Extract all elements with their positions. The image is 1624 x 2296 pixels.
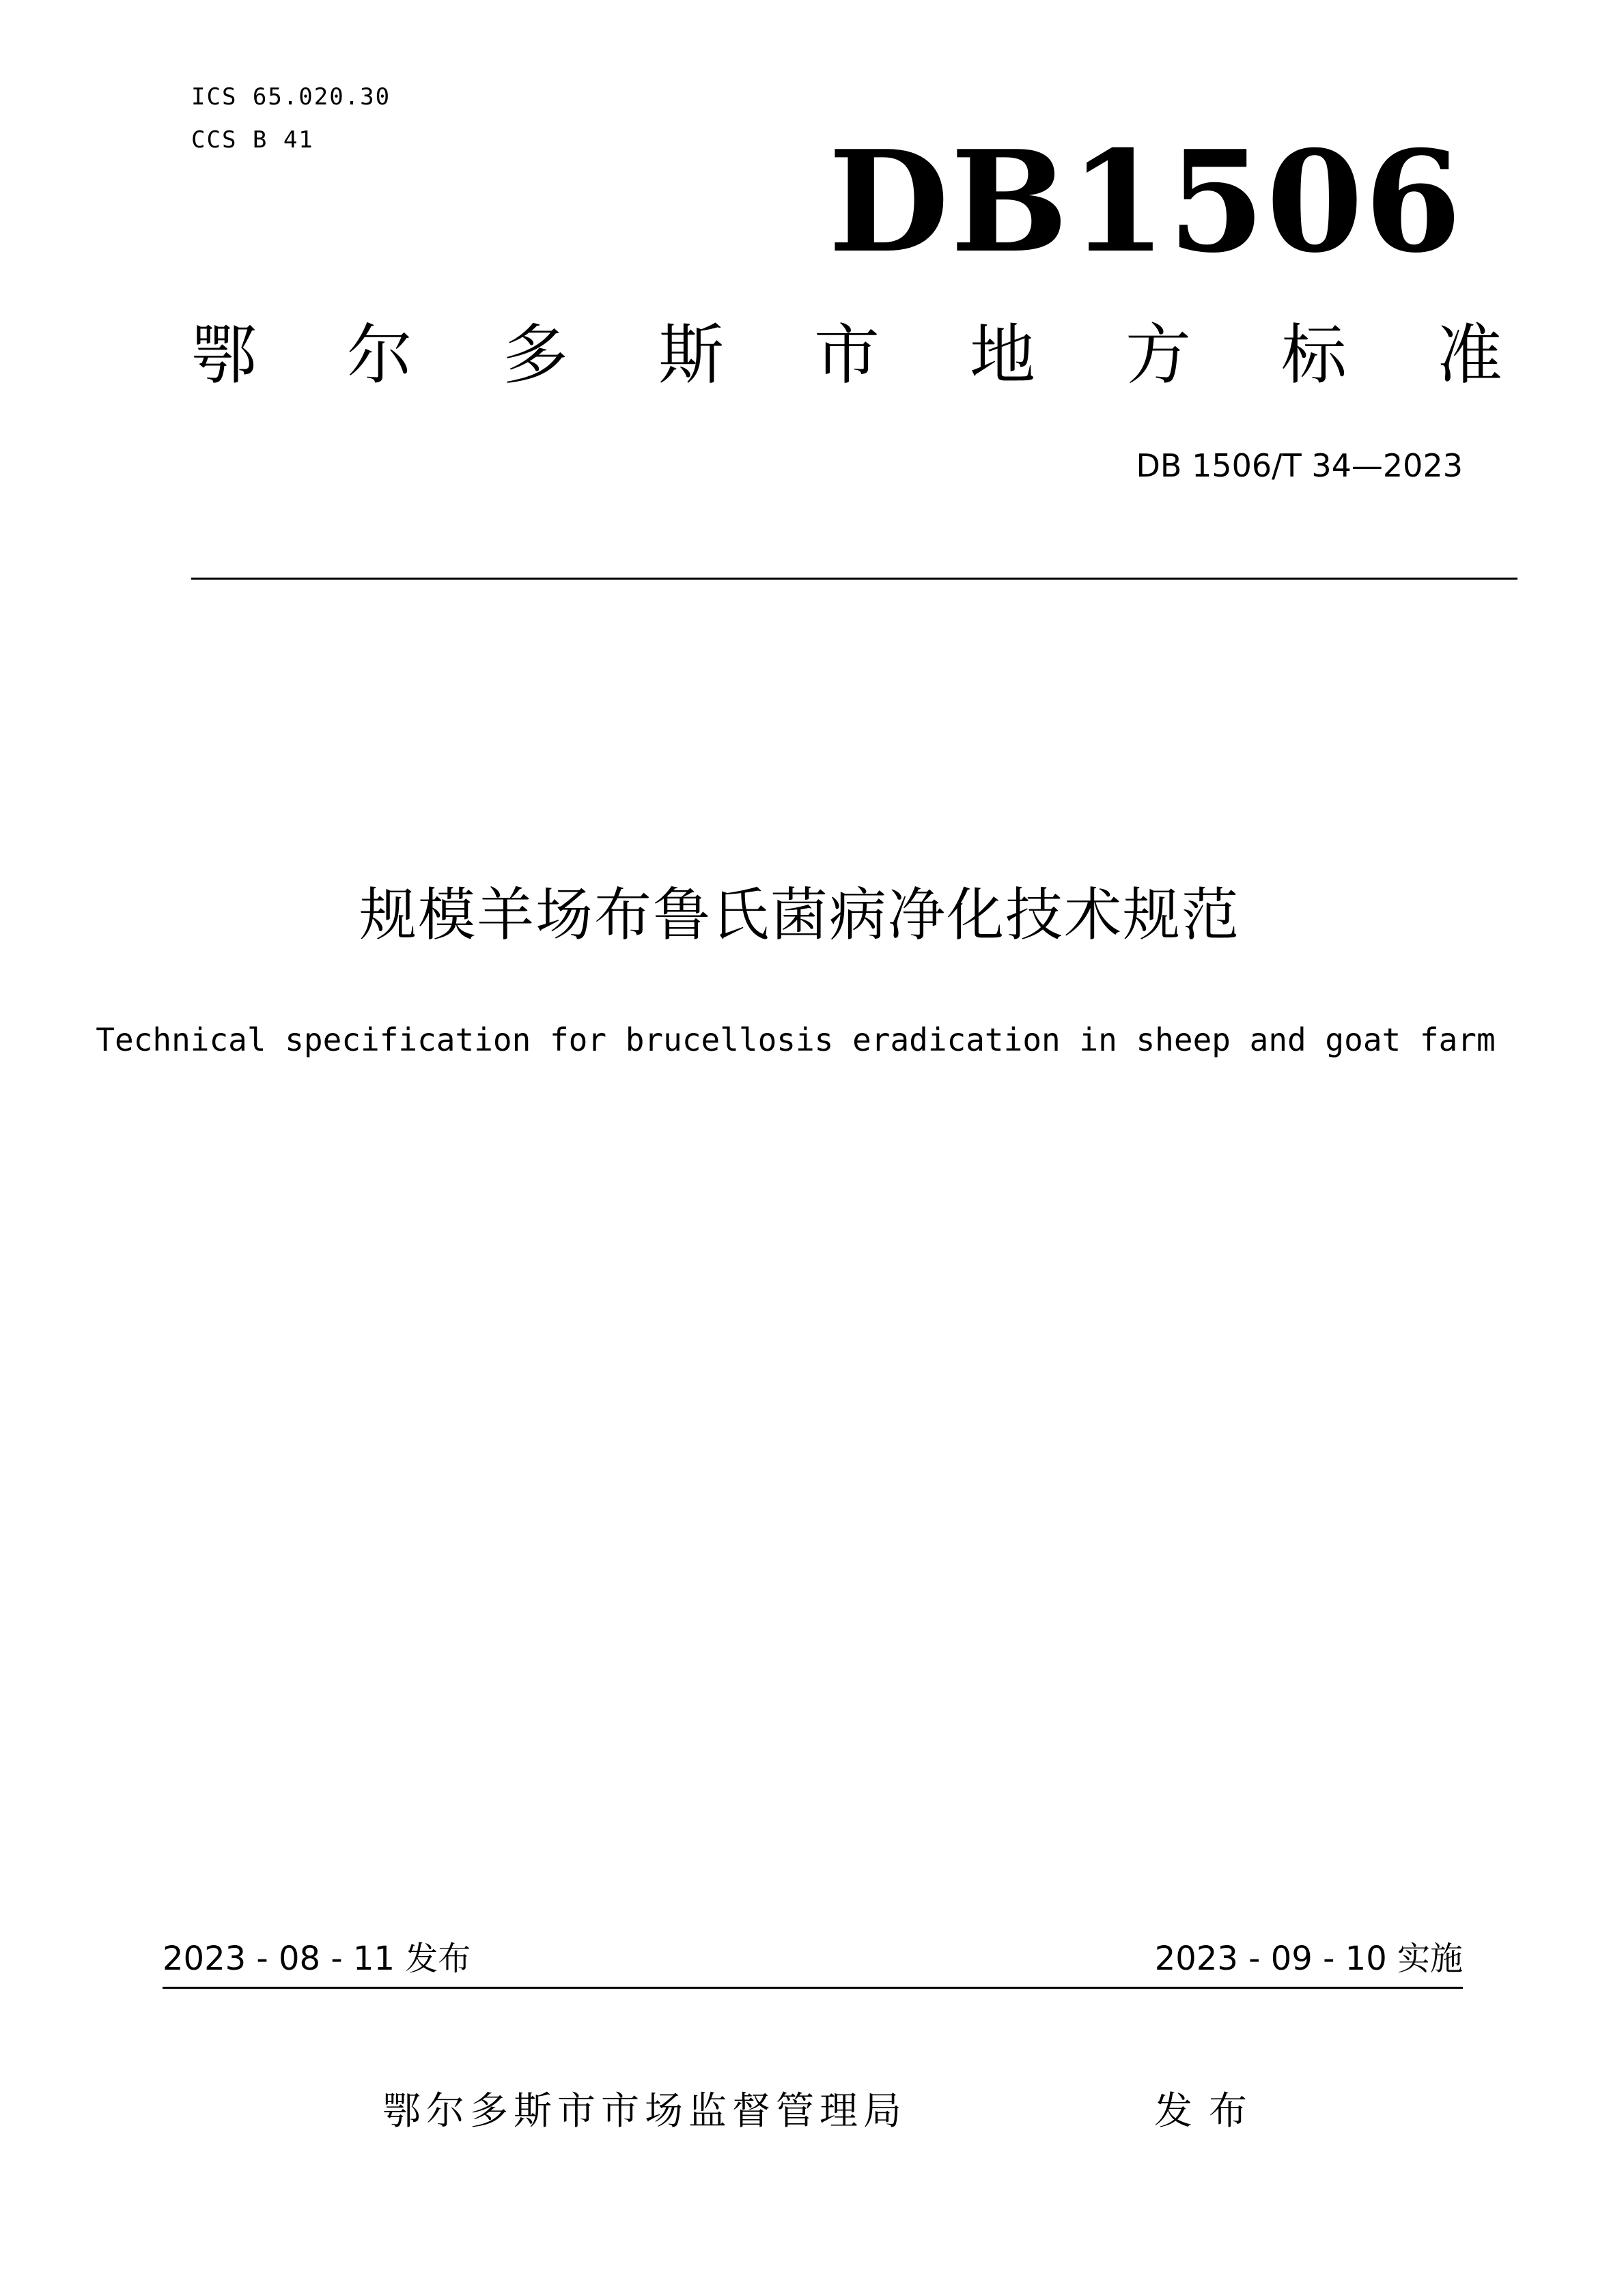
implementation-date: 2023 - 09 - 10 实施 — [1154, 1940, 1463, 1978]
title-english — [0, 1021, 1624, 1058]
document-code-large: DB1506 — [828, 120, 1463, 284]
standard-type-char: 鄂 — [191, 317, 257, 393]
title-chinese-text: 规模羊场布鲁氏菌病净化技术规范 — [359, 881, 1240, 948]
issue-date: 2023 - 08 - 11 发布 — [163, 1940, 471, 1978]
standard-type-char: 准 — [1437, 317, 1502, 393]
standard-type-char: 尔 — [347, 317, 412, 393]
standard-type-char: 地 — [970, 317, 1035, 393]
standard-type-title — [191, 317, 1502, 393]
header-divider — [191, 578, 1517, 580]
issuing-authority: 鄂尔多斯市市场监督管理局 — [382, 2089, 907, 2134]
ccs-code: CCS B 41 — [191, 126, 314, 154]
title-chinese — [0, 881, 1624, 950]
standard-type-char: 标 — [1281, 317, 1347, 393]
standard-type-char: 市 — [814, 317, 880, 393]
standard-number: DB 1506/T 34—2023 — [1136, 447, 1463, 484]
ics-code: ICS 65.020.30 — [191, 83, 391, 111]
standard-type-char: 方 — [1125, 317, 1191, 393]
standard-type-char: 多 — [503, 317, 568, 393]
issue-label: 发布 — [1154, 2089, 1263, 2134]
footer-divider — [163, 1987, 1463, 1989]
standard-type-char: 斯 — [658, 317, 724, 393]
title-english-text: Technical specification for brucellosis eradication in sheep and goat farm — [96, 1021, 1496, 1058]
